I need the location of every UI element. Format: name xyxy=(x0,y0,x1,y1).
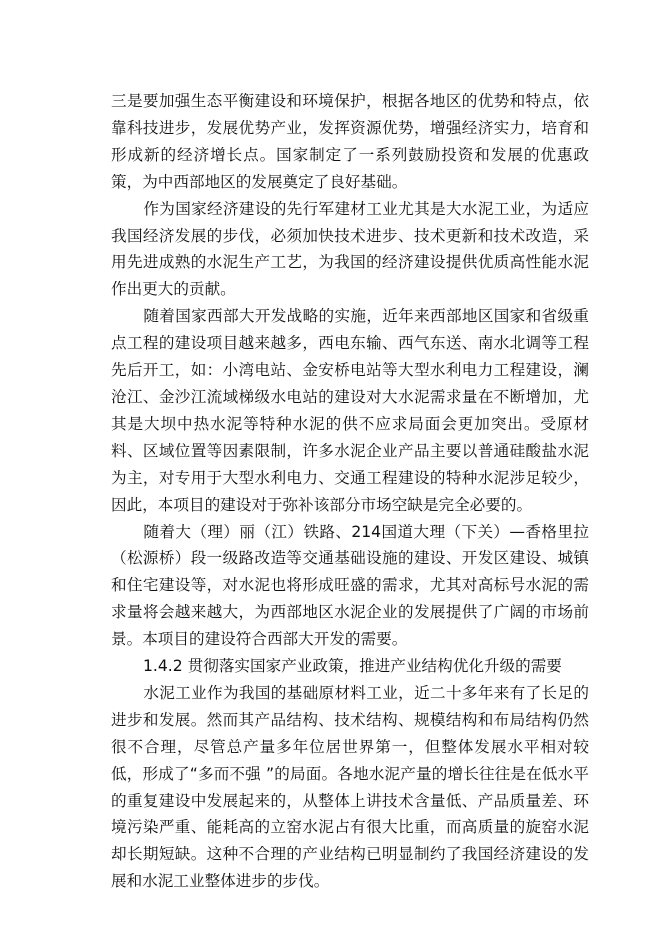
document-body xyxy=(111,88,589,895)
paragraph-ecology xyxy=(111,88,589,196)
paragraph-building-materials xyxy=(111,196,589,304)
section-heading: 1.4.2 贯彻落实国家产业政策，推进产业结构优化升级的需要 xyxy=(143,657,562,676)
paragraph-cement-industry xyxy=(111,680,589,895)
paragraph-transport-infrastructure xyxy=(111,519,589,654)
paragraph-text: 作为国家经济建设的先行军建材工业尤其是大水泥工业，为适应我国经济发展的步伐，必须加快技术进步、技术更新和技术改造，采用先进成熟的水泥生产工艺，为我国的经济建设提供优质高性能水泥作出更大的贡献。 xyxy=(111,199,589,299)
paragraph-text: 水泥工业作为我国的基础原材料工业，近二十多年来有了长足的进步和发展。然而其产品结构、技术结构、规模结构和布局结构仍然很不合理，尽管总产量多年位居世界第一，但整体发展水平相对较低，形成了“多而不强 ”的局面。各地水泥产量的增长往往是在低水平的重复建设中发展起来的，从整体上讲技术含量低、产品质量差、环境污染严重、能耗高的立窑水泥占有很大比重，而高质量的旋窑水泥却长期短缺。这种不合理的产业结构已明显制约了我国经济建设的发展和水泥工业整体进步的步伐。 xyxy=(111,683,589,891)
paragraph-text: 随着大（理）丽（江）铁路、214国道大理（下关）—香格里拉（松源桥）段一级路改造等交通基础设施的建设、开发区建设、城镇和住宅建设等，对水泥也将形成旺盛的需求，尤其对高标号水泥的需求量将会越来越大，为西部地区水泥企业的发展提供了广阔的市场前景。本项目的建设符合西部大开发的需要。 xyxy=(111,522,589,649)
paragraph-text: 随着国家西部大开发战略的实施，近年来西部地区国家和省级重点工程的建设项目越来越多，西电东输、西气东送、南水北调等工程先后开工，如：小湾电站、金安桥电站等大型水利电力工程建设，澜沧江、金沙江流域梯级水电站的建设对大水泥需求量在不断增加，尤其是大坝中热水泥等特种水泥的供不应求局面会更加突出。受原材料、区域位置等因素限制，许多水泥企业产品主要以普通硅酸盐水泥为主，对专用于大型水利电力、交通工程建设的特种水泥涉足较少，因此，本项目的建设对于弥补该部分市场空缺是完全必要的。 xyxy=(111,307,589,514)
paragraph-western-development xyxy=(111,303,589,518)
paragraph-text: 三是要加强生态平衡建设和环境保护，根据各地区的优势和特点，依靠科技进步，发展优势产业，发挥资源优势，增强经济实力，培育和形成新的经济增长点。国家制定了一系列鼓励投资和发展的优惠政策，为中西部地区的发展奠定了良好基础。 xyxy=(111,92,589,191)
